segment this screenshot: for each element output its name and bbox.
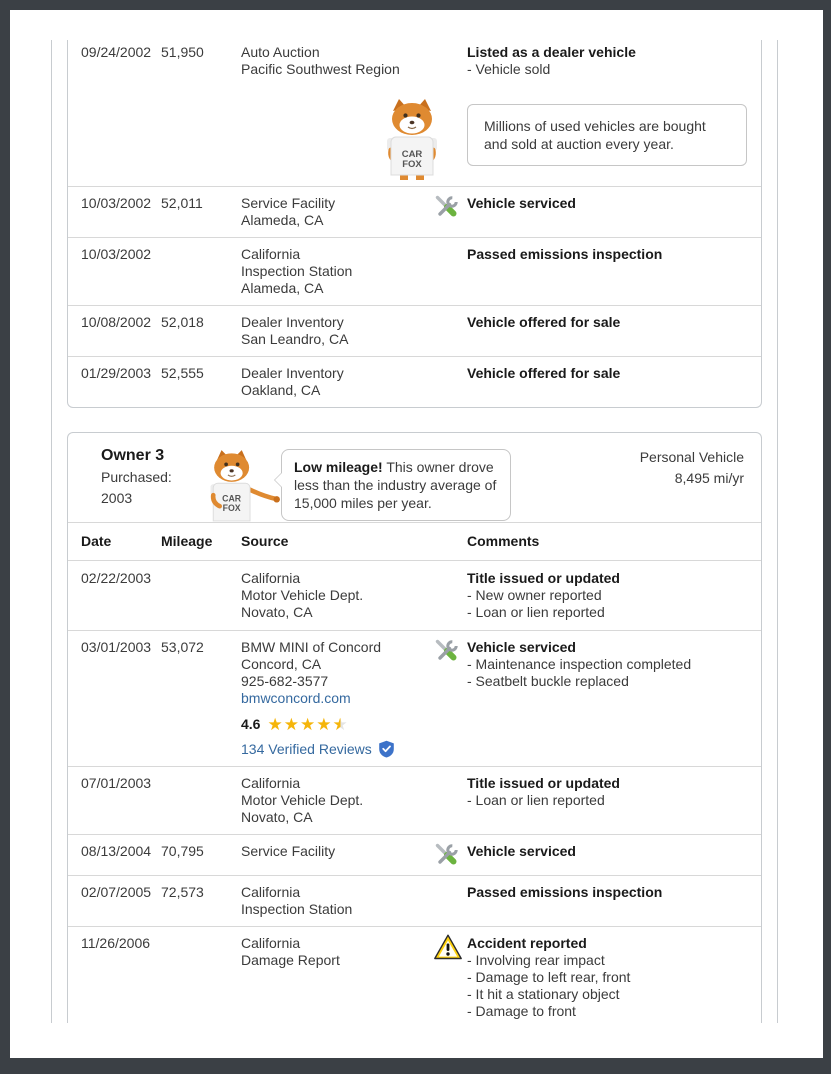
record-mileage xyxy=(161,775,241,826)
table-column-header xyxy=(68,522,761,561)
service-wrench-icon xyxy=(433,841,459,867)
record-source: California Motor Vehicle Dept. Novato, CA xyxy=(241,775,364,825)
record-icon-cell xyxy=(433,44,467,78)
owner-title-block xyxy=(101,445,193,509)
record-comments: Title issued or updated - Loan or lien reported xyxy=(467,775,620,808)
table-row xyxy=(68,237,761,305)
record-comments: Vehicle offered for sale xyxy=(467,314,621,330)
carfox-mascot-image xyxy=(369,98,455,180)
table-row xyxy=(68,305,761,356)
record-source: Service Facility xyxy=(241,843,336,859)
owner-title: Owner 3 xyxy=(101,447,165,464)
record-date: 01/29/2003 xyxy=(81,365,152,381)
owner-purchased-year: 2003 xyxy=(101,490,133,506)
table-row xyxy=(68,186,761,237)
report-page xyxy=(10,10,823,1058)
records-section-owner2 xyxy=(67,40,762,408)
record-date: 07/01/2003 xyxy=(81,775,152,791)
record-comments: Title issued or updated - New owner reported - Loan or lien reported xyxy=(467,570,620,620)
record-icon-cell xyxy=(433,639,467,758)
record-source: Service Facility Alameda, CA xyxy=(241,195,336,228)
table-row xyxy=(68,630,761,766)
record-icon-cell xyxy=(433,884,467,918)
verified-reviews-link[interactable]: 134 Verified Reviews xyxy=(241,740,372,757)
record-comments: Accident reported - Involving rear impact - Damage to left rear, front - It hit a stationary object - Damage to front xyxy=(467,935,631,1019)
record-icon-cell xyxy=(433,195,467,229)
owner-usage-block xyxy=(640,445,744,489)
star-rating-icons: ★★★★★ xyxy=(267,715,349,734)
section-gap xyxy=(52,408,777,432)
record-icon-cell xyxy=(433,843,467,867)
record-date: 08/13/2004 xyxy=(81,843,152,859)
record-source: BMW MINI of Concord Concord, CA 925-682-3577 bmwconcord.com 4.6 ★★★★★ 134 Verified Reviews xyxy=(241,639,433,758)
record-source: California Damage Report xyxy=(241,935,340,968)
record-source: Dealer Inventory Oakland, CA xyxy=(241,365,344,398)
svg-text:CAR: CAR xyxy=(401,149,423,160)
record-comments: Vehicle offered for sale xyxy=(467,365,621,381)
record-icon-cell xyxy=(433,365,467,399)
low-mileage-text: This owner drove less than the industry average of 15,000 miles per year. xyxy=(294,459,497,511)
record-date: 10/03/2002 xyxy=(81,246,152,262)
record-comments: Vehicle serviced xyxy=(467,195,576,211)
table-row xyxy=(68,766,761,834)
record-mileage: 53,072 xyxy=(161,639,204,655)
table-row xyxy=(68,834,761,875)
record-comments: Passed emissions inspection xyxy=(467,884,663,900)
record-mileage xyxy=(161,246,241,297)
table-row xyxy=(68,875,761,926)
column-mileage: Mileage xyxy=(161,533,213,549)
record-date: 02/22/2003 xyxy=(81,570,152,586)
record-icon-cell xyxy=(433,775,467,826)
record-source: Dealer Inventory San Leandro, CA xyxy=(241,314,349,347)
column-date: Date xyxy=(81,533,112,549)
record-source: California Inspection Station Alameda, CA xyxy=(241,246,353,296)
record-mileage: 52,011 xyxy=(161,195,203,211)
record-date: 09/24/2002 xyxy=(81,44,152,60)
verified-badge-icon xyxy=(378,740,395,758)
accident-warning-icon xyxy=(433,933,463,961)
record-comments: Listed as a dealer vehicle - Vehicle sold xyxy=(467,44,636,77)
record-icon-cell xyxy=(433,570,467,621)
owner-3-header xyxy=(68,433,761,522)
owner-3-section xyxy=(67,432,762,1023)
record-date: 10/03/2002 xyxy=(81,195,152,211)
owner-usage-type: Personal Vehicle xyxy=(639,449,744,465)
verified-reviews xyxy=(241,740,433,758)
svg-text:CAR: CAR xyxy=(222,493,242,504)
dealer-rating xyxy=(241,716,433,733)
record-comments: Vehicle serviced - Maintenance inspection completed - Seatbelt buckle replaced xyxy=(467,639,692,689)
record-date: 11/26/2006 xyxy=(81,935,151,951)
record-comments: Vehicle serviced xyxy=(467,843,576,859)
record-icon-cell xyxy=(433,246,467,297)
record-date: 10/08/2002 xyxy=(81,314,152,330)
record-mileage: 52,018 xyxy=(161,314,204,330)
record-mileage xyxy=(161,935,241,1020)
record-date: 02/07/2005 xyxy=(81,884,152,900)
low-mileage-bold: Low mileage! xyxy=(294,459,383,475)
owner-usage-rate: 8,495 mi/yr xyxy=(674,470,744,486)
record-source: Auto Auction Pacific Southwest Region xyxy=(241,44,400,77)
svg-text:FOX: FOX xyxy=(222,502,241,513)
report-content-column xyxy=(51,40,778,1023)
half-star-icon: ★ xyxy=(332,715,349,734)
record-mileage: 70,795 xyxy=(161,843,204,859)
table-row xyxy=(68,356,761,407)
dealer-website-link[interactable]: bmwconcord.com xyxy=(241,690,351,706)
record-mileage: 52,555 xyxy=(161,365,204,381)
auction-info-callout: Millions of used vehicles are bought and sold at auction every year. xyxy=(467,104,747,166)
owner-purchased-label: Purchased: xyxy=(101,469,172,485)
record-comments: Passed emissions inspection xyxy=(467,246,663,262)
table-row xyxy=(68,40,761,186)
record-source: California Motor Vehicle Dept. Novato, CA xyxy=(241,570,364,620)
low-mileage-speech-bubble xyxy=(281,449,511,521)
service-wrench-icon xyxy=(433,637,459,663)
record-mileage: 72,573 xyxy=(161,884,204,900)
rating-value: 4.6 xyxy=(241,716,261,732)
auction-fox-callout xyxy=(369,98,749,180)
table-row xyxy=(68,926,761,1023)
record-date: 03/01/2003 xyxy=(81,639,152,655)
record-mileage xyxy=(161,570,241,621)
table-row xyxy=(68,561,761,630)
record-icon-cell xyxy=(433,935,467,1020)
column-source: Source xyxy=(241,533,289,549)
column-comments: Comments xyxy=(467,533,540,549)
record-icon-cell xyxy=(433,314,467,348)
record-mileage: 51,950 xyxy=(161,44,204,60)
service-wrench-icon xyxy=(433,193,459,219)
record-source: California Inspection Station xyxy=(241,884,353,917)
svg-text:FOX: FOX xyxy=(402,159,422,170)
